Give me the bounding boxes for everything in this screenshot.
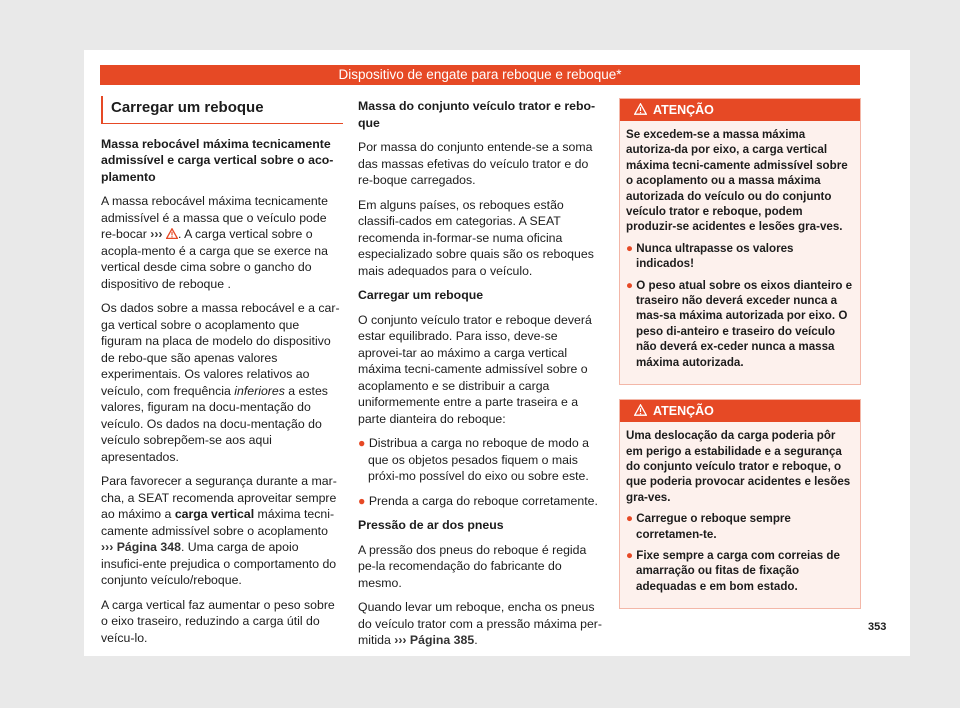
warning-title: ATENÇÃO	[653, 404, 714, 419]
list-item	[626, 278, 854, 370]
bullet-icon: ●	[626, 241, 634, 255]
column-3	[619, 98, 861, 623]
warning-header	[620, 400, 860, 422]
bullet-icon: ●	[626, 512, 634, 526]
warning-box	[619, 98, 861, 385]
section-title: Carregar um reboque	[101, 96, 343, 124]
list-item	[358, 493, 602, 510]
paragraph-tyre-vehicle	[358, 599, 602, 649]
bullet-icon: ●	[626, 278, 634, 292]
text: Carregue o reboque sempre corretamen-te.	[636, 512, 791, 541]
subheading-tyre-pressure: Pressão de ar dos pneus	[358, 518, 504, 532]
warning-triangle-icon	[634, 404, 647, 416]
text: . Uma carga de apoio insufici-ente prejudica o comportamento do conjunto veículo/reboque.	[101, 540, 337, 587]
text: Distribua a carga no reboque de modo a que os objetos pesados fiquem o mais próxi-mo possível do eixo ou sobre este.	[368, 436, 589, 483]
list-item	[358, 435, 602, 485]
text: Para favorecer a segurança durante a mar-cha, a SEAT recomenda aproveitar sempre ao máximo a	[101, 474, 337, 521]
warning-text: Se excedem-se a massa máxima autoriza-da por eixo, a carga vertical máxima tecni-camente admissível sobre o acoplamento ou a massa máxima autorizada do veículo ou do conjunto veículo trator e reboque, podem produzir-se acidentes e lesões gra-ves.	[626, 128, 848, 234]
paragraph-combined-mass: Por massa do conjunto entende-se a soma das massas efetivas do veículo trator e do re-boque carregados.	[358, 140, 593, 187]
text: A massa rebocável máxima tecnicamente admissível é a massa que o veículo pode re-bocar	[101, 194, 328, 241]
paragraph-balance: O conjunto veículo trator e reboque deverá estar equilibrado. Para isso, deve-se aprovei-tar ao máximo a carga vertical máxima tecni-camente admissível sobre o acoplamento e se distribuir a carga uniformemente entre a parte traseira e a parte dianteira do reboque:	[358, 312, 592, 426]
warning-box	[619, 399, 861, 609]
column-2	[358, 98, 602, 657]
text: Os dados sobre a massa rebocável e a car-ga vertical sobre o acoplamento que figuram na placa de modelo do dispositivo de rebo-que são apenas valores experimentais. Os valores relativos ao veículo, com frequência	[101, 301, 340, 398]
subheading-load-trailer: Carregar um reboque	[358, 288, 484, 302]
text: Prenda a carga do reboque corretamente.	[368, 493, 598, 508]
text: Nunca ultrapasse os valores indicados!	[636, 241, 794, 271]
page-number: 353	[868, 621, 887, 633]
column-1	[101, 96, 343, 654]
text: a estes valores, figuram na docu-mentação do veículo. Os dados na docu-mentação do veículo sobrepõem-se aos aqui apresentados.	[101, 383, 328, 464]
bullet-icon: ●	[358, 436, 366, 450]
list-item	[626, 241, 854, 272]
paragraph-max-mass	[101, 193, 343, 292]
subheading-max-mass: Massa rebocável máxima tecnicamente admissível e carga vertical sobre o aco-plamento	[101, 136, 334, 184]
text: O peso atual sobre os eixos dianteiro e traseiro não deverá exceder nunca a mas-sa máxima autorizada por eixo. O peso di-anteiro e traseiro do veículo não deverá ex-ceder nunca a massa máxima autorizada.	[636, 278, 853, 369]
warning-triangle-icon	[634, 103, 647, 115]
paragraph-tyre-trailer: A pressão dos pneus do reboque é regida pe-la recomendação do fabricante do mesmo.	[358, 542, 587, 590]
warning-triangle-icon[interactable]	[166, 228, 178, 239]
warning-text: Uma deslocação da carga poderia pôr em perigo a estabilidade e a segurança do conjunto veículo trator e reboque, o que poderia provocar acidentes e lesões gra-ves.	[626, 429, 851, 504]
paragraph-rear-axle: A carga vertical faz aumentar o peso sobre o eixo traseiro, reduzindo a carga útil do veícu-lo.	[101, 597, 335, 645]
page-348-link[interactable]: ››› Página 348	[101, 540, 181, 554]
warning-body	[620, 422, 860, 608]
emphasis: inferiores	[234, 383, 285, 398]
bullet-icon: ●	[358, 493, 366, 508]
subheading-combined-mass: Massa do conjunto veículo trator e rebo-que	[358, 99, 596, 130]
warning-header	[620, 99, 860, 121]
bullet-icon: ●	[626, 548, 634, 562]
warning-body	[620, 121, 860, 384]
paragraph-model-plate	[101, 300, 343, 465]
paragraph-safety	[101, 473, 343, 589]
page-385-link[interactable]: ››› Página 385	[394, 633, 475, 647]
paragraph-categories: Em alguns países, os reboques estão classifi-cados em categorias. A SEAT recomenda in-formar-se numa oficina especializado sobre quais são os reboques mais adequados para o veículo.	[358, 197, 594, 278]
text: Quando levar um reboque, encha os pneus do veículo trator com a pressão máxima per-mitida	[358, 600, 602, 647]
warning-title: ATENÇÃO	[653, 103, 714, 117]
text: . A carga vertical sobre o acopla-mento é a carga que se exerce na vertical desde cima sobre o gancho do dispositivo de reboque .	[101, 227, 328, 291]
bold-term: carga vertical	[174, 507, 255, 521]
text: Fixe sempre a carga com correias de amarração ou fitas de fixação adequadas e em bom estado.	[636, 548, 840, 593]
ref-arrow-link[interactable]: ›››	[150, 227, 163, 241]
text: máxima tecni-camente admissível sobre o acoplamento	[101, 507, 335, 538]
text: .	[474, 633, 478, 647]
list-item	[626, 548, 854, 594]
list-item	[626, 511, 854, 542]
chapter-header: Dispositivo de engate para reboque e reboque*	[100, 65, 860, 85]
